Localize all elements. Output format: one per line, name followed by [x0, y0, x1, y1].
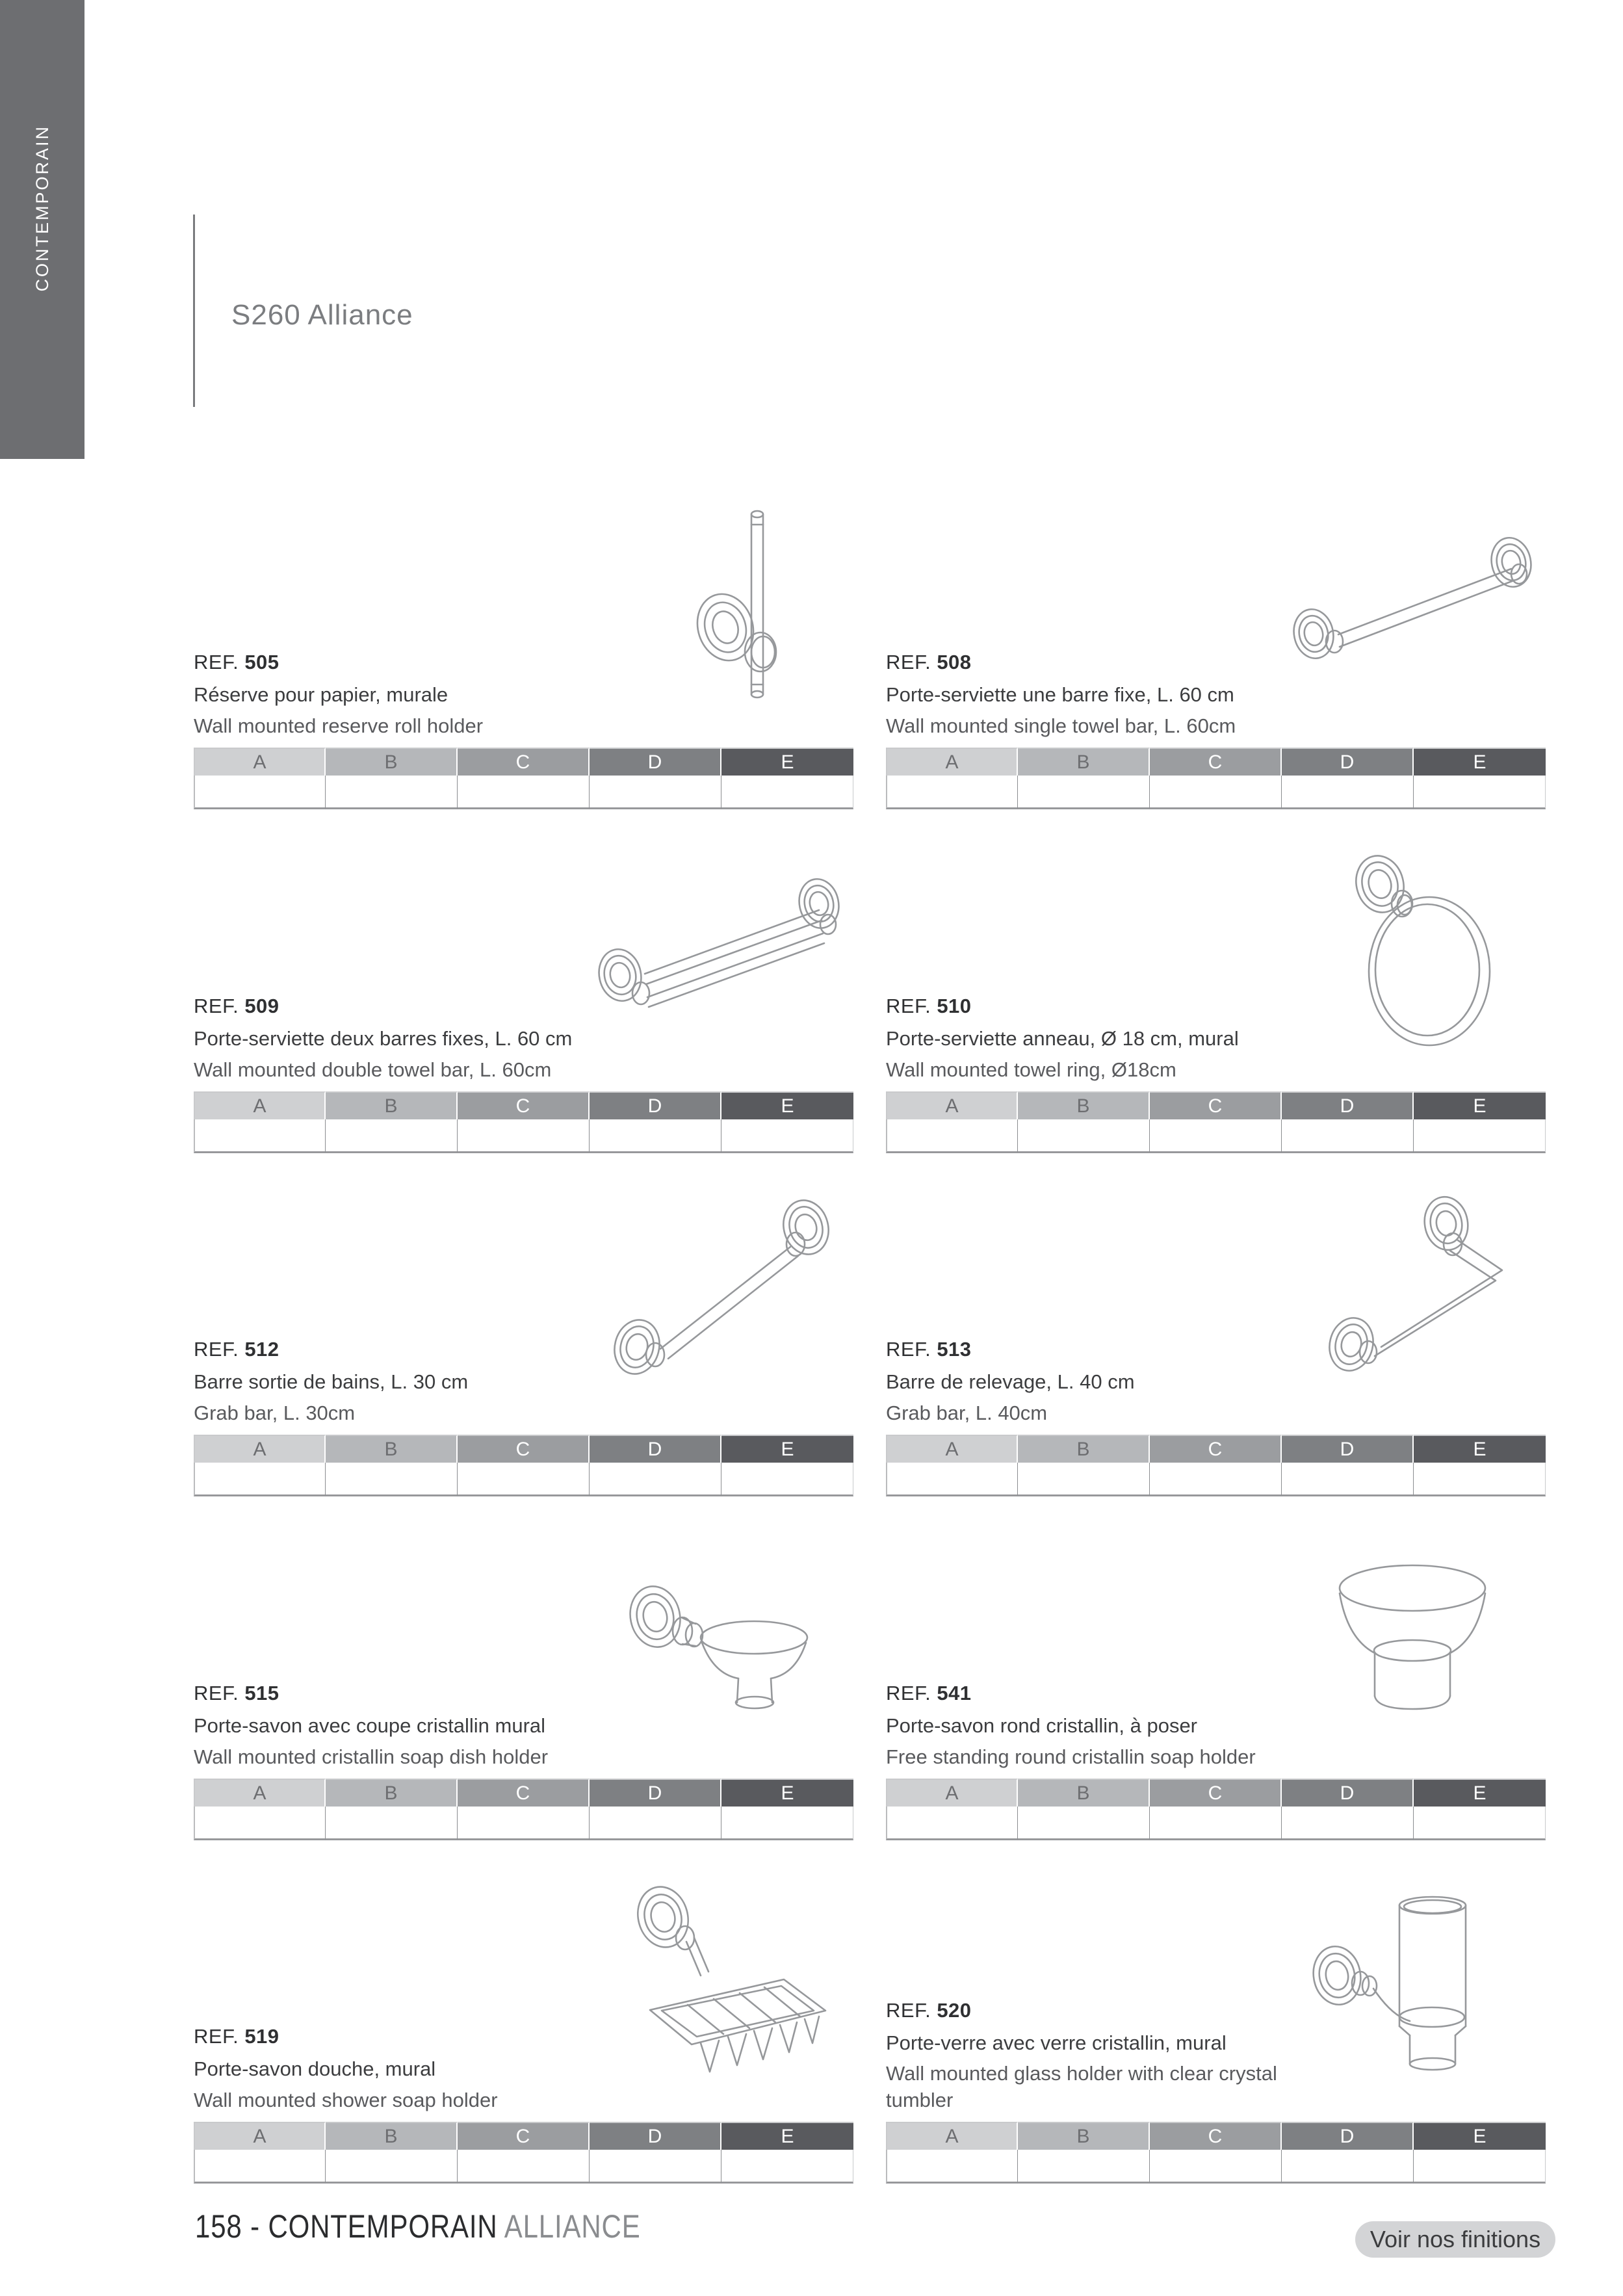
finish-table-value-row	[886, 776, 1546, 809]
product-description-en: Wall mounted reserve roll holder	[194, 714, 484, 737]
ref-number: 505	[244, 651, 279, 674]
ref-prefix: REF.	[194, 2025, 239, 2048]
soap-dish-standing-icon	[1282, 1533, 1542, 1755]
finish-cell-b	[326, 776, 458, 809]
finish-cell-e	[721, 1119, 853, 1153]
finish-cell-a	[886, 1807, 1018, 1840]
finish-column-d: D	[1282, 2122, 1414, 2150]
finish-column-b: B	[326, 748, 458, 776]
finish-cell-e	[721, 1463, 853, 1496]
finish-cell-b	[326, 1807, 458, 1840]
finish-cell-b	[1018, 1807, 1150, 1840]
finish-table-value-row	[194, 776, 853, 809]
product-ref	[886, 995, 1289, 1018]
finish-column-b: B	[1018, 2122, 1150, 2150]
finish-cell-c	[458, 1807, 590, 1840]
finish-table-header-row	[886, 1091, 1546, 1119]
finish-column-e: E	[721, 2122, 853, 2150]
finish-table-header-row	[194, 1779, 853, 1807]
finish-column-a: A	[886, 1435, 1018, 1463]
product-text-block	[194, 995, 597, 1083]
ref-number: 515	[244, 1682, 279, 1705]
product-description-en: Wall mounted glass holder with clear crystal tumbler	[886, 2062, 1277, 2111]
finish-column-b: B	[1018, 1091, 1150, 1119]
tumbler-holder-icon	[1282, 1877, 1542, 2098]
finish-table-value-row	[194, 1807, 853, 1840]
finish-column-a: A	[194, 1435, 326, 1463]
product-card	[194, 1843, 853, 2184]
finish-table-value-row	[886, 1463, 1546, 1496]
finish-cell-e	[1414, 1463, 1546, 1496]
ref-number: 509	[244, 995, 279, 1018]
finish-cell-e	[721, 776, 853, 809]
product-description-fr: Porte-savon rond cristallin, à poser	[886, 1714, 1198, 1738]
product-illustration	[590, 1877, 850, 2098]
finish-cell-b	[1018, 1463, 1150, 1496]
product-description-fr: Porte-serviette deux barres fixes, L. 60 cm	[194, 1027, 573, 1050]
finish-cell-a	[194, 1807, 326, 1840]
finish-column-d: D	[590, 1091, 721, 1119]
ref-number: 512	[244, 1338, 279, 1361]
finish-table	[886, 2122, 1546, 2184]
ref-number: 508	[937, 651, 972, 674]
finish-cell-b	[326, 2150, 458, 2184]
finish-cell-d	[1282, 776, 1414, 809]
finish-column-c: C	[1150, 1779, 1282, 1807]
product-ref	[194, 995, 597, 1018]
finish-column-b: B	[1018, 1435, 1150, 1463]
finish-column-a: A	[886, 1091, 1018, 1119]
title-rule	[193, 215, 195, 407]
finish-column-a: A	[886, 2122, 1018, 2150]
finish-cell-c	[1150, 1119, 1282, 1153]
finish-cell-c	[458, 776, 590, 809]
finish-table-header-row	[194, 748, 853, 776]
finish-column-b: B	[326, 2122, 458, 2150]
page-footer	[195, 2208, 641, 2245]
towel-bar-double-icon	[590, 846, 850, 1067]
ref-prefix: REF.	[886, 651, 931, 674]
product-description-en: Wall mounted double towel bar, L. 60cm	[194, 1058, 552, 1081]
finish-column-e: E	[721, 1779, 853, 1807]
finish-cell-c	[1150, 1807, 1282, 1840]
finish-table-header-row	[886, 1779, 1546, 1807]
finish-cell-a	[886, 2150, 1018, 2184]
ref-prefix: REF.	[194, 651, 239, 674]
finish-cell-e	[721, 1807, 853, 1840]
finish-column-d: D	[1282, 748, 1414, 776]
product-text-block	[194, 651, 597, 739]
finish-column-e: E	[721, 1435, 853, 1463]
finish-column-d: D	[1282, 1779, 1414, 1807]
product-description-fr: Porte-verre avec verre cristallin, mural	[886, 2031, 1227, 2055]
finish-cell-c	[1150, 2150, 1282, 2184]
product-ref	[886, 1338, 1289, 1361]
product-illustration	[1282, 1877, 1542, 2098]
finish-column-b: B	[326, 1779, 458, 1807]
product-description-en: Wall mounted single towel bar, L. 60cm	[886, 714, 1236, 737]
ref-prefix: REF.	[886, 995, 931, 1018]
finish-column-c: C	[458, 748, 590, 776]
finish-table-header-row	[886, 748, 1546, 776]
product-text-block	[194, 2025, 597, 2113]
finish-table	[886, 748, 1546, 809]
product-description-en: Wall mounted cristallin soap dish holder	[194, 1745, 549, 1768]
finish-column-b: B	[326, 1091, 458, 1119]
product-text-block	[886, 1999, 1289, 2113]
product-description-en: Grab bar, L. 30cm	[194, 1401, 356, 1424]
finish-cell-c	[458, 2150, 590, 2184]
finish-table-header-row	[194, 2122, 853, 2150]
footer-collection-label: ALLIANCE	[504, 2208, 641, 2245]
product-ref	[194, 1338, 597, 1361]
finish-cell-a	[194, 776, 326, 809]
finish-cell-d	[1282, 1807, 1414, 1840]
product-ref	[194, 1682, 597, 1705]
product-card	[194, 1156, 853, 1496]
product-illustration	[1282, 1190, 1542, 1411]
product-ref	[886, 651, 1289, 674]
finish-column-d: D	[590, 748, 721, 776]
finish-table-value-row	[886, 1807, 1546, 1840]
product-illustration	[1282, 1533, 1542, 1755]
finish-table	[194, 748, 853, 809]
finish-cell-e	[1414, 2150, 1546, 2184]
product-text-block	[886, 1338, 1289, 1426]
finish-column-a: A	[194, 1779, 326, 1807]
finish-column-b: B	[326, 1435, 458, 1463]
finish-cell-b	[1018, 1119, 1150, 1153]
product-description-fr: Porte-serviette une barre fixe, L. 60 cm	[886, 683, 1234, 707]
finish-column-a: A	[194, 1091, 326, 1119]
product-illustration	[590, 502, 850, 724]
finish-column-c: C	[458, 1779, 590, 1807]
product-description-fr: Barre de relevage, L. 40 cm	[886, 1370, 1135, 1394]
product-illustration	[1282, 846, 1542, 1067]
finish-cell-d	[1282, 1463, 1414, 1496]
finish-cell-b	[326, 1463, 458, 1496]
finishes-button[interactable]: Voir nos finitions	[1355, 2221, 1555, 2258]
finish-cell-a	[194, 1119, 326, 1153]
soap-dish-wall-icon	[590, 1533, 850, 1755]
finish-table-value-row	[194, 2150, 853, 2184]
finish-column-b: B	[1018, 1779, 1150, 1807]
product-illustration	[590, 1533, 850, 1755]
finish-cell-d	[590, 1119, 721, 1153]
product-description-fr: Réserve pour papier, murale	[194, 683, 448, 707]
finish-cell-a	[886, 1463, 1018, 1496]
ref-prefix: REF.	[886, 1682, 931, 1705]
finish-cell-d	[590, 2150, 721, 2184]
soap-basket-icon	[590, 1877, 850, 2098]
finish-column-c: C	[1150, 1435, 1282, 1463]
product-card	[194, 469, 853, 809]
finish-cell-e	[721, 2150, 853, 2184]
finish-column-d: D	[1282, 1091, 1414, 1119]
finish-column-d: D	[590, 1435, 721, 1463]
ref-prefix: REF.	[886, 1999, 931, 2022]
finish-column-d: D	[590, 2122, 721, 2150]
ref-number: 541	[937, 1682, 972, 1705]
finish-column-e: E	[721, 748, 853, 776]
finish-column-e: E	[1414, 1435, 1546, 1463]
product-illustration	[590, 1190, 850, 1411]
product-card	[886, 1843, 1546, 2184]
finish-table-value-row	[194, 1119, 853, 1153]
product-card	[194, 813, 853, 1153]
finish-cell-b	[326, 1119, 458, 1153]
finish-table-header-row	[194, 1435, 853, 1463]
product-text-block	[886, 651, 1289, 739]
finish-cell-d	[1282, 1119, 1414, 1153]
finish-cell-a	[886, 776, 1018, 809]
finish-column-b: B	[1018, 748, 1150, 776]
finish-column-e: E	[1414, 1779, 1546, 1807]
finish-table	[194, 1779, 853, 1840]
finish-cell-d	[590, 1807, 721, 1840]
towel-ring-icon	[1282, 846, 1542, 1067]
product-illustration	[590, 846, 850, 1067]
footer-page-section-label: 158 - CONTEMPORAIN	[195, 2208, 498, 2245]
finish-cell-b	[1018, 776, 1150, 809]
product-ref	[194, 2025, 597, 2048]
grab-bar-40-icon	[1282, 1190, 1542, 1411]
product-description-fr: Porte-savon avec coupe cristallin mural	[194, 1714, 546, 1738]
product-card	[194, 1500, 853, 1840]
ref-number: 520	[937, 1999, 972, 2022]
product-description-en: Free standing round cristallin soap holder	[886, 1745, 1256, 1768]
finish-column-e: E	[1414, 1091, 1546, 1119]
product-description-en: Wall mounted shower soap holder	[194, 2088, 498, 2111]
product-description-fr: Porte-serviette anneau, Ø 18 cm, mural	[886, 1027, 1239, 1050]
ref-number: 519	[244, 2025, 279, 2048]
product-card	[886, 469, 1546, 809]
finish-cell-e	[1414, 1807, 1546, 1840]
finish-cell-b	[1018, 2150, 1150, 2184]
product-text-block	[886, 1682, 1289, 1770]
product-text-block	[886, 995, 1289, 1083]
finish-table-header-row	[886, 2122, 1546, 2150]
finish-column-e: E	[1414, 2122, 1546, 2150]
towel-bar-single-icon	[1282, 502, 1542, 724]
product-description-en: Wall mounted towel ring, Ø18cm	[886, 1058, 1176, 1081]
finish-column-c: C	[458, 1435, 590, 1463]
paper-reserve-icon	[590, 502, 850, 724]
ref-number: 510	[937, 995, 972, 1018]
product-card	[886, 1156, 1546, 1496]
finish-cell-c	[458, 1463, 590, 1496]
product-ref	[194, 651, 597, 674]
grab-bar-30-icon	[590, 1190, 850, 1411]
finish-column-e: E	[1414, 748, 1546, 776]
finish-cell-e	[1414, 776, 1546, 809]
finish-cell-e	[1414, 1119, 1546, 1153]
finish-table-header-row	[886, 1435, 1546, 1463]
finish-column-a: A	[194, 748, 326, 776]
product-card	[886, 813, 1546, 1153]
category-sidebar	[0, 0, 84, 459]
finish-table	[194, 2122, 853, 2184]
finish-column-a: A	[194, 2122, 326, 2150]
ref-prefix: REF.	[194, 1682, 239, 1705]
product-description-en: Grab bar, L. 40cm	[886, 1401, 1048, 1424]
finish-column-d: D	[590, 1779, 721, 1807]
product-ref	[886, 1999, 1289, 2022]
finish-table	[194, 1435, 853, 1496]
finish-cell-c	[458, 1119, 590, 1153]
finish-cell-a	[886, 1119, 1018, 1153]
ref-prefix: REF.	[194, 995, 239, 1018]
finish-cell-a	[194, 1463, 326, 1496]
finish-table-header-row	[194, 1091, 853, 1119]
finish-cell-d	[590, 1463, 721, 1496]
finish-table-value-row	[886, 2150, 1546, 2184]
finish-cell-a	[194, 2150, 326, 2184]
finish-column-c: C	[1150, 1091, 1282, 1119]
series-title: S260 Alliance	[231, 299, 413, 331]
product-text-block	[194, 1682, 597, 1770]
finish-column-c: C	[458, 2122, 590, 2150]
finish-table	[886, 1435, 1546, 1496]
product-description-fr: Barre sortie de bains, L. 30 cm	[194, 1370, 469, 1394]
product-card	[886, 1500, 1546, 1840]
ref-number: 513	[937, 1338, 972, 1361]
finish-table	[194, 1091, 853, 1153]
product-illustration	[1282, 502, 1542, 724]
finish-table	[886, 1779, 1546, 1840]
finish-cell-d	[590, 776, 721, 809]
finish-table	[886, 1091, 1546, 1153]
finish-table-value-row	[886, 1119, 1546, 1153]
finish-column-d: D	[1282, 1435, 1414, 1463]
finish-column-c: C	[1150, 2122, 1282, 2150]
product-text-block	[194, 1338, 597, 1426]
finish-table-value-row	[194, 1463, 853, 1496]
product-description-fr: Porte-savon douche, mural	[194, 2057, 436, 2081]
finish-cell-c	[1150, 776, 1282, 809]
product-ref	[886, 1682, 1289, 1705]
finish-column-a: A	[886, 1779, 1018, 1807]
finish-column-c: C	[1150, 748, 1282, 776]
finish-cell-d	[1282, 2150, 1414, 2184]
finish-column-e: E	[721, 1091, 853, 1119]
category-label: CONTEMPORAIN	[32, 125, 52, 292]
finish-column-a: A	[886, 748, 1018, 776]
finish-cell-c	[1150, 1463, 1282, 1496]
finish-column-c: C	[458, 1091, 590, 1119]
ref-prefix: REF.	[194, 1338, 239, 1361]
ref-prefix: REF.	[886, 1338, 931, 1361]
